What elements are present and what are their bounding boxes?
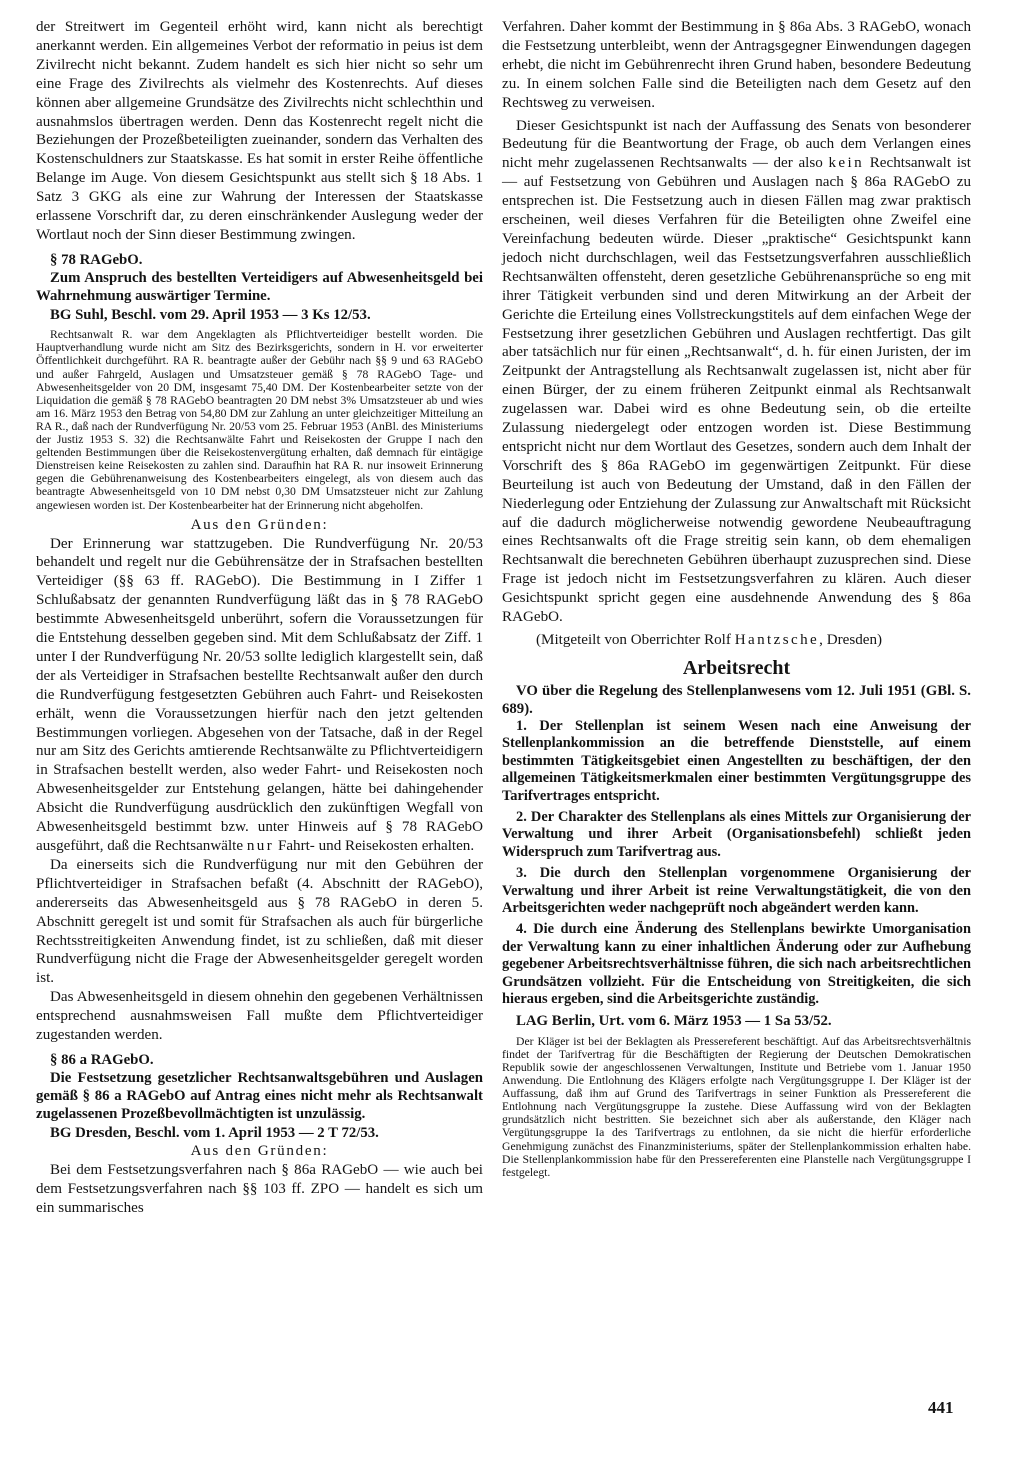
section-78-reasons-paragraph-2: Da einerseits sich die Rundverfügung nur mit den Gebühren der Pflichtverteidiger in Strafsachen befaßt (4. Abschnitt der RAGebO), andererseits das Abwesenheitsgeld aus § 78 RAGebO in deren 5. Abschnitt geregelt ist und somit für Strafsachen als auch für bürgerliche Rechtsstreitigkeiten Anwendung findet, ist zu schließen, daß mit dieser Rundverfügung nicht die Frage der Abwesenheitsgelder geregelt worden ist. bbox=[36, 856, 483, 987]
attribution bbox=[502, 631, 971, 650]
section-title-arbeitsrecht: Arbeitsrecht bbox=[682, 656, 791, 679]
argument-text: Dieser Gesichtspunkt ist nach der Auffassung des Senats von besonderer Bedeutung für die Beantwortung der Frage, ob auch dem Verlangen eines nicht mehr zugelassenen Rechtsanwalts — der also bbox=[502, 117, 971, 172]
section-78-facts: Rechtsanwalt R. war dem Angeklagten als Pflichtverteidiger bestellt worden. Die Hauptverhandlung wurde nicht am Sitz des Bezirksgerichts, sondern in H. vor erweiterter Öffentlichkeit durchgeführt. RA R. beantragte außer der Gebühr nach §§ 9 und 63 RAGebO und außer Fahrgeld, Auslagen und Umsatzsteuer gemäß § 78 RAGebO Tage- und Abwesenheitsgelder von 20 DM, insgesamt 75,40 DM. Der Kostenbearbeiter setzte von der Liquidation die gemäß § 78 RAGebO beantragten 20 DM nebst 3% Umsatzsteuer ab und wies am 16. März 1953 den Betrag von 54,80 DM zur Zahlung an unter gleichzeitiger Mitteilung an RA R., daß nach der Rundverfügung Nr. 20/53 vom 25. Februar 1953 (AnBl. des Ministeriums der Justiz 1953 S. 32) die Rechtsanwälte Fahrt und Reisekosten der Gruppe I nach den geltenden Bestimmungen über die Reisekostenvergütung erhalten, daß demnach für eintägige Dienstreisen keine Reisekosten zu zahlen sind. Daraufhin hat RA R. nur insoweit Erinnerung gegen die Gebührenanweisung des Kostenbearbeiters eingelegt, als von diesem auch das beantragte Abwesenheitsgeld von 10 DM nebst 0,30 DM Umsatzsteuer nicht zur Zahlung angewiesen worden ist. Der Kostenbearbeiter hat der Erinnerung nicht abgeholfen. bbox=[36, 328, 483, 512]
left-column bbox=[36, 18, 483, 1218]
page-number: 441 bbox=[928, 1398, 954, 1417]
argument-text-end: Rechtsanwalt ist — auf Festsetzung von Gebühren und Auslagen nach § 86a RAGebO zu entsprechen ist. Die Festsetzung auch in diesen Fällen mag zwar praktisch erscheinen, weil dieses Verfahren für die Beteiligten ohne Zweifel eine Vereinfachung bedeuten würde. Dieser „praktische“ Gesichtspunkt kann jedoch nicht durchschlagen, weil das Festsetzungsverfahren ausschließlich Rechtsanwälten offensteht, deren gesetzliche Gebührenansprüche so eng mit ihrer Tätigkeit verbunden sind und deren Mitwirkung an der Arbeit der Gerichte die Erteilung eines Vollstreckungstitels auf dem einfachen Wege der Festsetzung ihrer gesetzlichen Gebühren und Auslagen rechtfertigt. Das gilt aber tatsächlich nur für einen „Rechtsanwalt“, d. h. für einen Juristen, der im Zeitpunkt der Antragstellung als Rechtsanwalt zugelassen ist, nicht aber für einen Bürger, der zu einem früheren Zeitpunkt einmal als Rechtsanwalt zugelassen war. Dabei wird es ohne Bedeutung sein, ob die erteilte Zulassung niedergelegt oder entzogen worden ist. Diese Bestimmung entspricht nicht nur dem Wortlaut des Gesetzes, sondern auch dem Inhalt der Vorschrift des § 86a RAGebO im gegenwärtigen Zeitpunkt. Für diese Beurteilung ist auch von Bedeutung der Umstand, daß in den Fällen der Niederlegung oder Entziehung der Zulassung zur Anwaltschaft mit Rücksicht auf die dadurch möglicherweise notwendig gewordene Neubeauftragung eines Rechtsanwalts oft die Frage streitig sein kann, ob dem ehemaligen Rechtsanwalt die berechneten Gebühren überhaupt zuzusprechen sind. Diese Frage ist jedoch nicht im Festsetzungsverfahren zu klären. Auch dieser Gesichtspunkt spricht gegen eine ausdehnende Anwendung des § 86a RAGebO. bbox=[502, 155, 971, 626]
section-78-reasons-paragraph-3: Das Abwesenheitsgeld in diesem ohnehin den gegebenen Verhältnissen entsprechend ausnahmsweisen Fall mußte dem Pflichtverteidiger zugestanden werden. bbox=[36, 989, 483, 1044]
section-86a-headnote: Die Festsetzung gesetzlicher Rechtsanwaltsgebühren und Auslagen gemäß § 86 a RAGebO auf Antrag eines nicht mehr als Rechtsanwalt zugelassenen Prozeßbevollmächtigten ist unzulässig. bbox=[36, 1069, 483, 1122]
right-column bbox=[502, 18, 971, 1179]
section-78-paragraph-ref: § 78 RAGebO. bbox=[50, 251, 143, 268]
headnote-1: 1. Der Stellenplan ist seinem Wesen nach eine Anweisung der Stellenplankommission an die betreffende Dienststelle, auf einem bestimmten Tätigkeitsgebiet einen Angestellten zu beschäftigen, der den allgemeinen Tätigkeitsmerkmalen einer bestimmten Vergütungsgruppe des Tarifvertrages entspricht. bbox=[502, 717, 971, 804]
main-argument-paragraph bbox=[502, 117, 971, 627]
continued-paragraph: Verfahren. Daher kommt der Bestimmung in § 86a Abs. 3 RAGebO, wonach die Festsetzung unterbleibt, wenn der Antragsgegner Einwendungen dagegen erhebt, die nicht im Gebührenrecht ihren Grund haben, besondere Bedeutung zu. In einem solchen Falle sind die Beteiligten nach dem Gesetz auf den Rechtsweg zu verweisen. bbox=[502, 19, 971, 111]
section-78-reasons-paragraph-1 bbox=[36, 535, 483, 856]
section-78-court-citation: BG Suhl, Beschl. vom 29. April 1953 — 3 Ks 12/53. bbox=[50, 306, 371, 323]
headnote-4: 4. Die durch eine Änderung des Stellenplans bewirkte Umorganisation der Verwaltung kann zu einer inhaltlichen Änderung oder zur Aufhebung gegebener Arbeitsrechtsverhältnisse führen, die sich nach arbeitsrechtlichen Grundsätzen vollzieht. Für die Entscheidung von Streitigkeiten, die sich hieraus ergeben, sind die Arbeitsgerichte zuständig. bbox=[502, 921, 971, 1007]
headnote-3: 3. Die durch den Stellenplan vorgenommene Organisierung der Verwaltung und ihrer Arbeit ist reine Verwaltungstätigkeit, die von den Arbeitsgerichten weder nachgeprüft noch abgeändert werden kann. bbox=[502, 865, 971, 916]
lag-court-citation: LAG Berlin, Urt. vom 6. März 1953 — 1 Sa 53/52. bbox=[516, 1013, 832, 1030]
attribution-prefix: (Mitgeteilt von Oberrichter Rolf bbox=[536, 632, 731, 648]
regulation-title: VO über die Regelung des Stellenplanwesens vom 12. Juli 1951 (GBl. S. 689). bbox=[502, 682, 971, 717]
section-86a-court-citation: BG Dresden, Beschl. vom 1. April 1953 — 2 T 72/53. bbox=[50, 1124, 379, 1141]
section-86a-reasons-paragraph-1: Bei dem Festsetzungsverfahren nach § 86a RAGebO — wie auch bei dem Festsetzungsverfahren nach §§ 103 ff. ZPO — handelt es sich um ein summarisches bbox=[36, 1162, 483, 1217]
headnote-2: 2. Der Charakter des Stellenplans als eines Mittels zur Organisierung der Verwaltung und ihrer Arbeit (Organisationsbefehl) schließt jeden Widerspruch zum Tarifvertrag aus. bbox=[502, 808, 971, 860]
lag-facts: Der Kläger ist bei der Beklagten als Pressereferent beschäftigt. Auf das Arbeitsrechtsverhältnis findet der Tarifvertrag für die Beschäftigten der Regierung der Deutschen Demokratischen Republik sowie der angeschlossenen Verwaltungen, Institute und Betriebe vom 1. Januar 1950 Anwendung. Die Entlohnung des Klägers erfolgte nach Vergütungsgruppe I. Der Kläger ist der Auffassung, daß ihm auf Grund des Tarifvertrags in seiner Funktion als Pressereferent die Entlohnung nach Vergütungsgruppe Ia zustehe. Diese Auffassung wird von der Beklagten grundsätzlich nicht bestritten. Sie bezeichnet sich aber als außerstande, den Kläger nach Vergütungsgruppe Ia des Tarifvertrags zu entlohnen, da sie nicht die hierfür erforderliche Genehmigung zunächst des Finanzministeriums, später der Stellenplankommission erhalten habe. Die Stellenplankommission habe für den Pressereferenten eine Planstelle nach Vergütungsgruppe I festgelegt. bbox=[502, 1034, 971, 1179]
section-86a-paragraph-ref: § 86 a RAGebO. bbox=[50, 1051, 154, 1068]
emphasis-word: nur bbox=[246, 838, 275, 854]
section-86a-reasons-heading: Aus den Gründen: bbox=[190, 1143, 329, 1160]
attribution-name: Hantzsche bbox=[734, 632, 820, 648]
section-78-reasons-heading: Aus den Gründen: bbox=[190, 516, 329, 533]
section-78-headnote: Zum Anspruch des bestellten Verteidigers auf Abwesenheitsgeld bei Wahrnehmung auswärtiger Termine. bbox=[36, 269, 483, 304]
emphasis-word: kein bbox=[828, 155, 865, 172]
attribution-suffix: , Dresden) bbox=[819, 632, 883, 648]
reasons-text-end: Fahrt- und Reisekosten erhalten. bbox=[277, 838, 475, 854]
intro-paragraph: der Streitwert im Gegenteil erhöht wird, kann nicht als berechtigt anerkannt werden. Ein allgemeines Verbot der reformatio in peius ist dem Zivilrecht nicht bekannt. Zudem handelt es sich hier nicht so sehr um eine Frage des Zivilrechts als vielmehr des Kostenrechts. Auf dieses können aber allgemeine Grundsätze des Zivilrechts nicht schlechthin und ausnahmslos übertragen werden. Denn das Kostenrecht regelt nicht die Beziehungen der Prozeßbeteiligten zueinander, sondern das Verhalten des Kostenschuldners zur Staatskasse. Es hat somit in erster Reihe öffentliche Belange im Auge. Von diesem Gesichtspunkt aus stellt sich § 18 Abs. 1 Satz 3 GKG als eine zur Wahrung der Interessen der Staatskasse erlassene Vorschrift dar, zu deren einschränkender Auslegung weder der Wortlaut noch der Sinn dieser Bestimmung zwingen. bbox=[36, 19, 483, 243]
reasons-text: Der Erinnerung war stattzugeben. Die Rundverfügung Nr. 20/53 behandelt und regelt nur die Gebührensätze der in Strafsachen bestellten Verteidiger (§§ 63 ff. RAGebO). Die Bestimmung in I Ziffer 1 Schlußabsatz der genannten Rundverfügung läßt das in § 78 RAGebO bestimmte Abwesenheitsgeld unberührt, sofern die Voraussetzungen für die Entstehung desselben gegeben sind. Mit dem Schlußabsatz der Ziff. 1 unter I der Rundverfügung Nr. 20/53 sollte lediglich klargestellt sein, daß der als Verteidiger in Strafsachen bestellte Rechtsanwalt außer den durch die Rundverfügung festgesetzten Gebühren auch Fahrt- und Reisekosten erhält, wenn die Voraussetzungen hierfür nach den jetzt geltenden Bestimmungen vorliegen. Abgesehen von der Tatsache, daß in der Regel nur am Sitz des Gerichts amtierende Rechtsanwälte zu Pflichtverteidigern in Strafsachen bestellt werden, also weder Fahrt- und Reisekosten noch Abwesenheitsgelder zur Entstehung gelangen, hätte bei dahingehender Absicht die Rundverfügung ausdrücklich den zukünftigen Wegfall von Abwesenheitsgeld bestimmt bzw. unter Hinweis auf § 78 RAGebO ausgeführt, daß die Rechtsanwälte bbox=[36, 535, 483, 854]
